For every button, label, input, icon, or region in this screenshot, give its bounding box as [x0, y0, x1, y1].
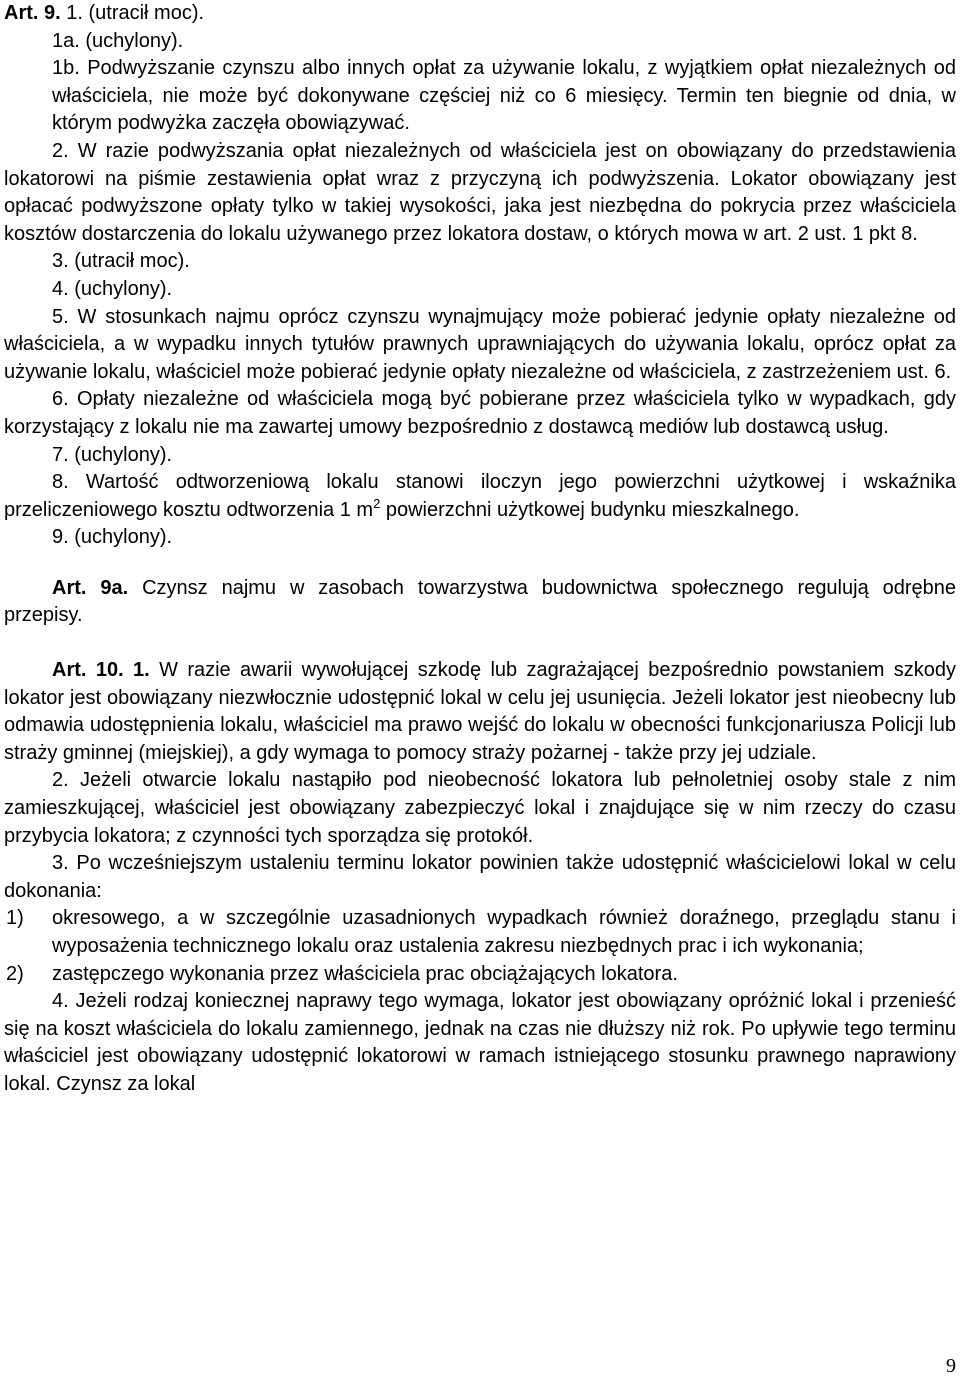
art9-heading: Art. 9. — [4, 2, 61, 24]
list-item — [4, 905, 956, 960]
art9-s1b: 1b. Podwyższanie czynszu albo innych opłat za używanie lokalu, z wyjątkiem opłat niezależnych od właściciela, nie może być dokonywane częściej niż co 6 miesięcy. Termin ten biegnie od dnia, w którym podwyżka zaczęła obowiązywać. — [52, 57, 957, 135]
art9-s1: 1. (utracił moc). — [66, 2, 205, 24]
document-page — [4, 0, 956, 1099]
list-item-text: okresowego, a w szczególnie uzasadnionych wypadkach również doraźnego, przeglądu stanu i wyposażenia technicznego lokalu oraz ustalenia zakresu niezbędnych prac i ich wykonania; — [52, 907, 956, 957]
list-item-number: 1) — [6, 907, 24, 930]
art10-s2: 2. Jeżeli otwarcie lokalu nastąpiło pod nieobecność lokatora lub pełnoletniej osoby stale z nim zamieszkującej, właściciel jest obowiązany zabezpieczyć lokal i znajdujące się w nim rzeczy do czasu przybycia lokatora; z czynności tych sporządza się protokół. — [4, 769, 956, 847]
superscript-2: 2 — [373, 495, 381, 511]
art9a-heading: Art. 9a. — [52, 576, 129, 599]
page-number: 9 — [946, 1355, 956, 1377]
art9-s4: 4. (uchylony). — [52, 277, 173, 300]
art10-s4: 4. Jeżeli rodzaj koniecznej naprawy tego wymaga, lokator jest obowiązany opróżnić lokal i przenieść się na koszt właściciela do lokalu zamiennego, jednak na czas nie dłuższy niż rok. Po upływie tego terminu właściciel jest obowiązany udostępnić lokatorowi w ramach istniejącego stosunku prawnego naprawiony lokal. Czynsz za lokal — [4, 990, 956, 1095]
art9-s1a: 1a. (uchylony). — [52, 29, 184, 52]
list-item — [4, 961, 956, 989]
art9-s6: 6. Opłaty niezależne od właściciela mogą być pobierane przez właściciela tylko w wypadkach, gdy korzystający z lokalu nie ma zawartej umowy bezpośrednio z dostawcą mediów lub dostawcą usług. — [4, 388, 956, 438]
list-item-number: 2) — [6, 962, 24, 985]
art9-line1 — [4, 0, 956, 28]
art9-s7: 7. (uchylony). — [52, 443, 173, 466]
art10-heading: Art. 10. 1. — [52, 659, 150, 682]
art10-s3: 3. Po wcześniejszym ustaleniu terminu lokator powinien także udostępnić właścicielowi lokal w celu dokonania: — [4, 852, 956, 902]
art9-s5: 5. W stosunkach najmu oprócz czynszu wynajmujący może pobierać jedynie opłaty niezależne od właściciela, a w wypadku innych tytułów prawnych uprawniających do używania lokalu, oprócz opłat za używanie lokalu, właściciel może pobierać jedynie opłaty niezależne od właściciela, z zastrzeżeniem ust. 6. — [4, 305, 956, 383]
art10-s1: Art. 10. 1. W razie awarii wywołującej szkodę lub zagrażającej bezpośrednio powstaniem szkody lokator jest obowiązany niezwłocznie udostępnić lokal w celu jej usunięcia. Jeżeli lokator jest nieobecny lub odmawia udostępnienia lokalu, właściciel ma prawo wejść do lokalu w obecności funkcjonariusza Policji lub straży gminnej (miejskiej), a gdy wymaga to pomocy straży pożarnej - także przy jej udziale. — [4, 659, 956, 764]
art9-s9: 9. (uchylony). — [52, 526, 173, 549]
art9-s3: 3. (utracił moc). — [52, 250, 190, 273]
art9-s8: 8. Wartość odtworzeniową lokalu stanowi iloczyn jego powierzchni użytkowej i wskaźnika przeliczeniowego kosztu odtworzenia 1 $m^2$ powierzchni użytkowej budynku mieszkalnego. — [4, 471, 956, 521]
art9a-paragraph: Art. 9a. Czynsz najmu w zasobach towarzystwa budownictwa społecznego regulują odrębne przepisy. — [4, 576, 957, 627]
art9-s2: 2. W razie podwyższania opłat niezależnych od właściciela jest on obowiązany do przedstawienia lokatorowi na piśmie zestawienia opłat wraz z przyczyną ich podwyższenia. Lokator obowiązany jest opłacać podwyższone opłaty tylko w takiej wysokości, jaka jest niezbędna do pokrycia przez właściciela kosztów dostarczenia do lokalu używanego przez lokatora dostaw, o których mowa w art. 2 ust. 1 pkt 8. — [4, 139, 956, 245]
list-item-text: zastępczego wykonania przez właściciela prac obciążających lokatora. — [52, 962, 678, 985]
